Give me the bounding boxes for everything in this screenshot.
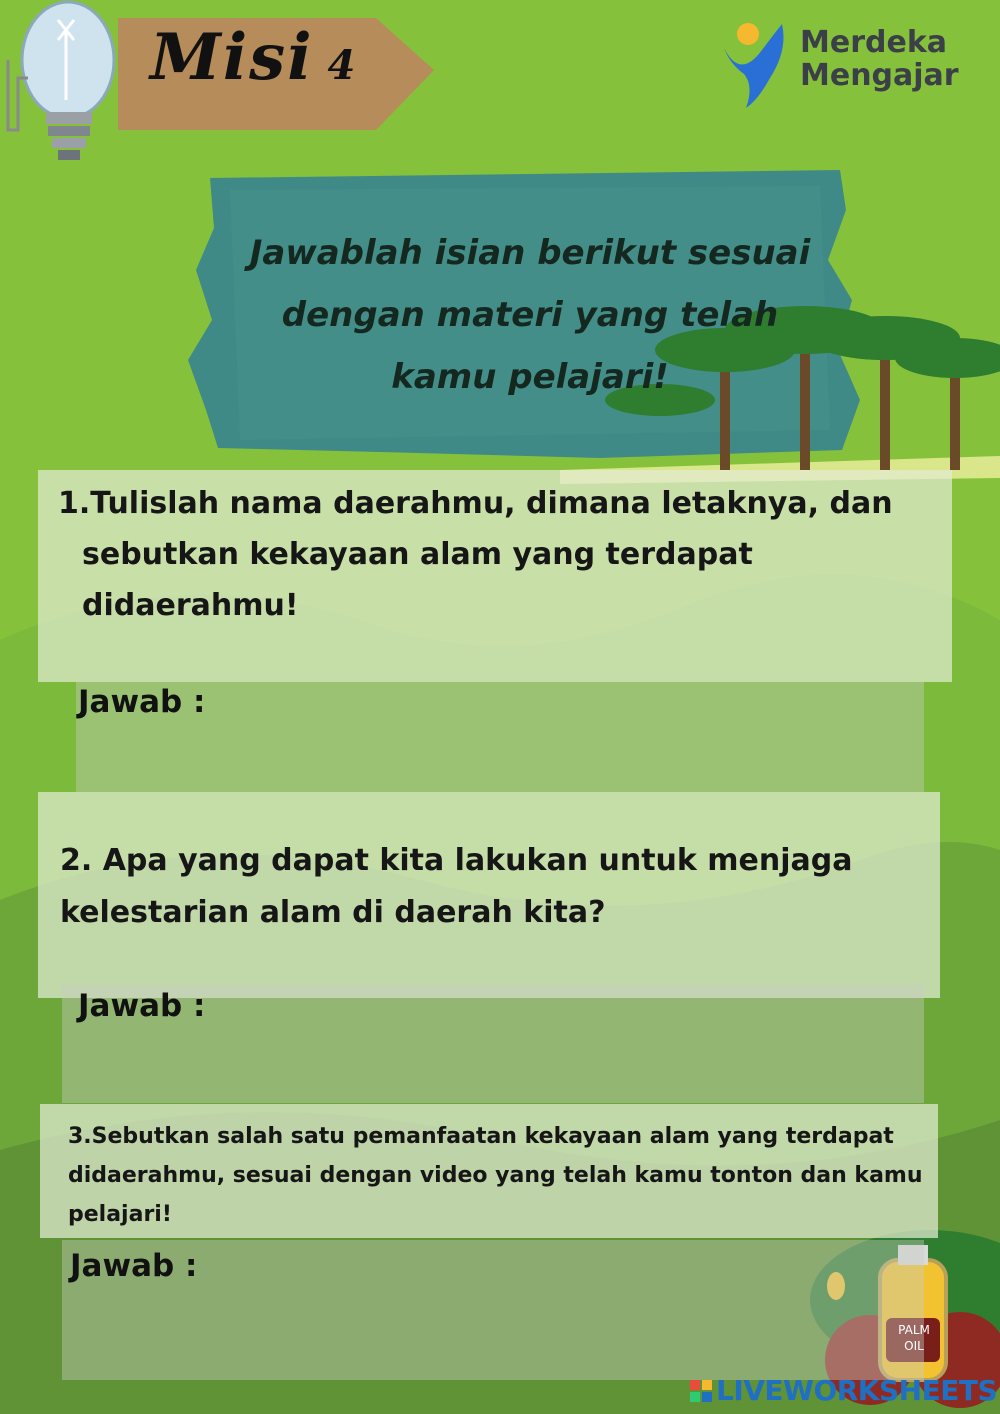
logo-icon bbox=[718, 20, 792, 110]
liveworksheets-icon bbox=[690, 1380, 712, 1402]
question-1-line-2: sebutkan kekayaan alam yang terdapat bbox=[82, 537, 753, 572]
instruction-line-2: dengan materi yang telah bbox=[281, 295, 779, 335]
page-title bbox=[150, 20, 357, 95]
instruction-line-3: kamu pelajari! bbox=[391, 357, 669, 397]
merdeka-mengajar-logo bbox=[718, 20, 978, 110]
question-3-line-1: 3.Sebutkan salah satu pemanfaatan kekayaan alam yang terdapat bbox=[68, 1124, 894, 1149]
question-2-line-1: 2. Apa yang dapat kita lakukan untuk menjaga bbox=[60, 843, 853, 878]
question-3-text bbox=[68, 1117, 928, 1234]
title-number: 4 bbox=[327, 42, 358, 89]
palm-oil-label-line-2: OIL bbox=[904, 1339, 924, 1353]
question-1-line-3: didaerahmu! bbox=[82, 588, 299, 623]
question-2-line-2: kelestarian alam di daerah kita? bbox=[60, 895, 606, 930]
palm-oil-label-line-1: PALM bbox=[898, 1323, 930, 1337]
palm-oil-label bbox=[889, 1322, 939, 1354]
question-1-line-1: 1.Tulislah nama daerahmu, dimana letaknya, dan bbox=[58, 486, 893, 521]
question-2-text bbox=[60, 835, 902, 939]
logo-line-1: Merdeka bbox=[800, 25, 948, 60]
answer-1-label: Jawab : bbox=[78, 684, 206, 720]
liveworksheets-watermark[interactable] bbox=[690, 1374, 997, 1407]
logo-line-2: Mengajar bbox=[800, 58, 959, 93]
instruction-line-1: Jawablah isian berikut sesuai bbox=[249, 233, 811, 273]
title-text: Misi bbox=[150, 20, 314, 95]
watermark-text: LIVEWORKSHEETS bbox=[716, 1374, 998, 1407]
answer-2-label: Jawab : bbox=[78, 988, 206, 1024]
question-3-line-2: didaerahmu, sesuai dengan video yang telah kamu tonton dan kamu bbox=[68, 1163, 923, 1188]
instruction-text bbox=[215, 222, 845, 408]
question-1-text bbox=[58, 478, 940, 631]
question-3-line-3: pelajari! bbox=[68, 1202, 172, 1227]
answer-3-label: Jawab : bbox=[70, 1248, 198, 1284]
